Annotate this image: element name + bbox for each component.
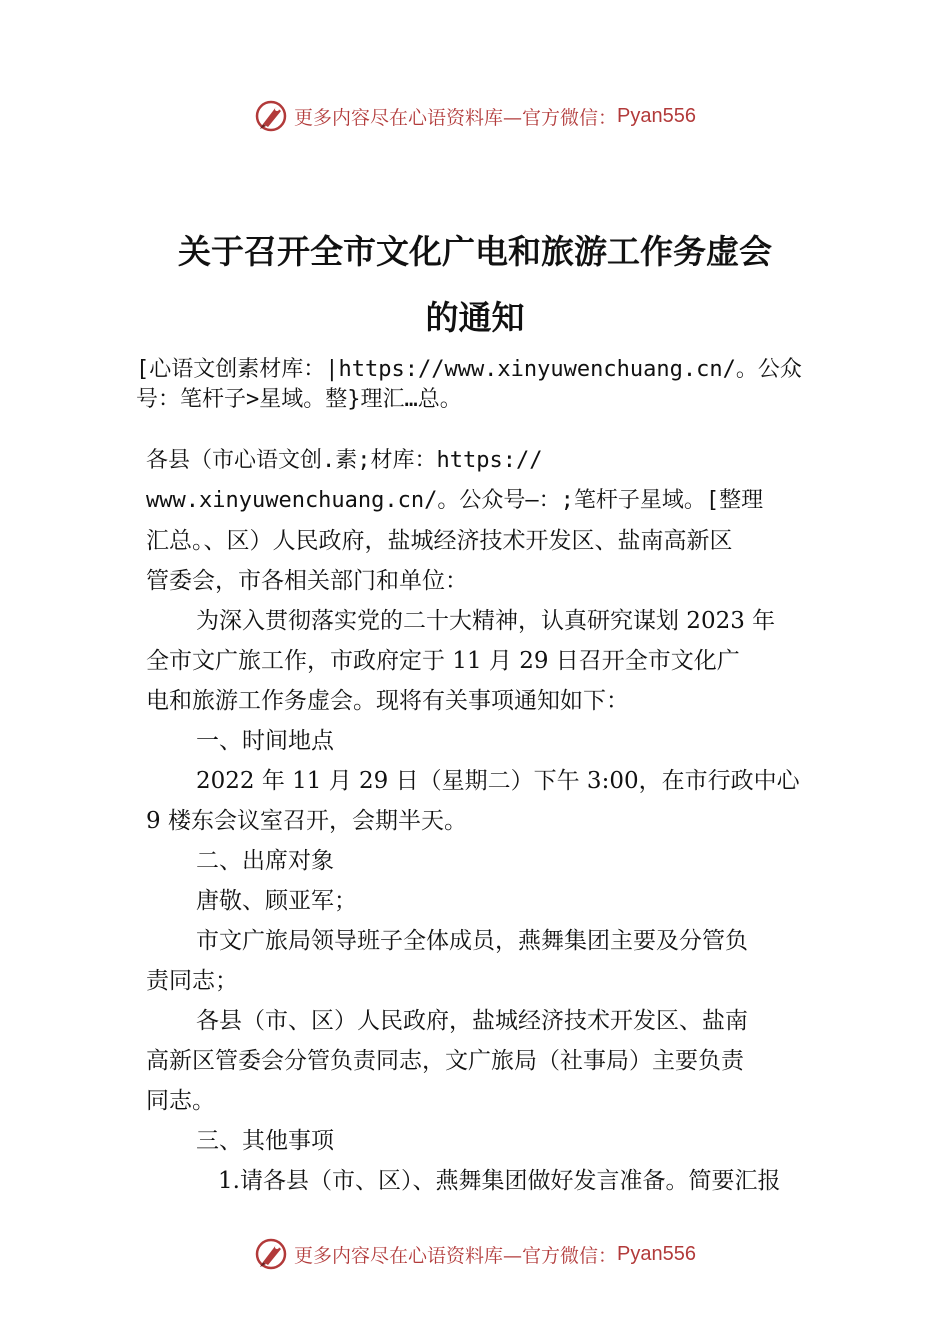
paragraph-line: 为深入贯彻落实党的二十大精神，认真研究谋划 2023 年 xyxy=(196,608,776,634)
pen-nib-logo-icon xyxy=(254,99,288,133)
paragraph-line: 9 楼东会议室召开，会期半天。 xyxy=(146,808,467,834)
pen-nib-logo-icon xyxy=(254,1237,288,1271)
paragraph-line: 各县（市、区）人民政府，盐城经济技术开发区、盐南 xyxy=(196,1008,748,1034)
banner-handle: Pyan556 xyxy=(617,1242,696,1265)
paragraph-line: 责同志； xyxy=(146,968,238,994)
addressee-line: 汇总。、区）人民政府，盐城经济技术开发区、盐南高新区 xyxy=(146,528,733,554)
addressee-line: 各县（市心语文创.素;材库：https:// xyxy=(146,448,543,473)
addressee-line: 管委会，市各相关部门和单位： xyxy=(146,568,468,594)
section-heading: 三、其他事项 xyxy=(196,1128,334,1154)
banner-handle: Pyan556 xyxy=(617,104,696,127)
document-body xyxy=(146,441,836,1201)
paragraph-line: 全市文广旅工作，市政府定于 11 月 29 日召开全市文化广 xyxy=(146,648,740,674)
paragraph-line: 高新区管委会分管负责同志，文广旅局（社事局）主要负责 xyxy=(146,1048,744,1074)
section-heading: 一、时间地点 xyxy=(196,728,334,754)
banner-text: 更多内容尽在心语资料库—官方微信： xyxy=(294,106,618,129)
source-note: [心语文创素材库：|https://www.xinyuwenchuang.cn/。公众号：笔杆子>星域。整}理汇…总。 xyxy=(136,357,802,412)
addressee-line: www.xinyuwenchuang.cn/。公众号—：;笔杆子星域。[整理 xyxy=(146,488,764,513)
paragraph-line: 同志。 xyxy=(146,1088,215,1114)
paragraph-line: 电和旅游工作务虚会。现将有关事项通知如下： xyxy=(146,688,629,714)
paragraph-line: 唐敬、顾亚军； xyxy=(196,888,357,914)
document-title-line1: 关于召开全市文化广电和旅游工作务虚会 xyxy=(178,232,772,271)
header-banner xyxy=(0,96,950,136)
paragraph-line: 市文广旅局领导班子全体成员，燕舞集团主要及分管负 xyxy=(196,928,748,954)
paragraph-line: 1.请各县（市、区）、燕舞集团做好发言准备。简要汇报 xyxy=(218,1168,781,1194)
paragraph-line: 2022 年 11 月 29 日（星期二）下午 3:00，在市行政中心 xyxy=(196,768,800,794)
footer-banner xyxy=(0,1234,950,1274)
banner-text: 更多内容尽在心语资料库—官方微信： xyxy=(294,1244,618,1267)
document-title-line2: 的通知 xyxy=(425,298,525,337)
section-heading: 二、出席对象 xyxy=(196,848,334,874)
